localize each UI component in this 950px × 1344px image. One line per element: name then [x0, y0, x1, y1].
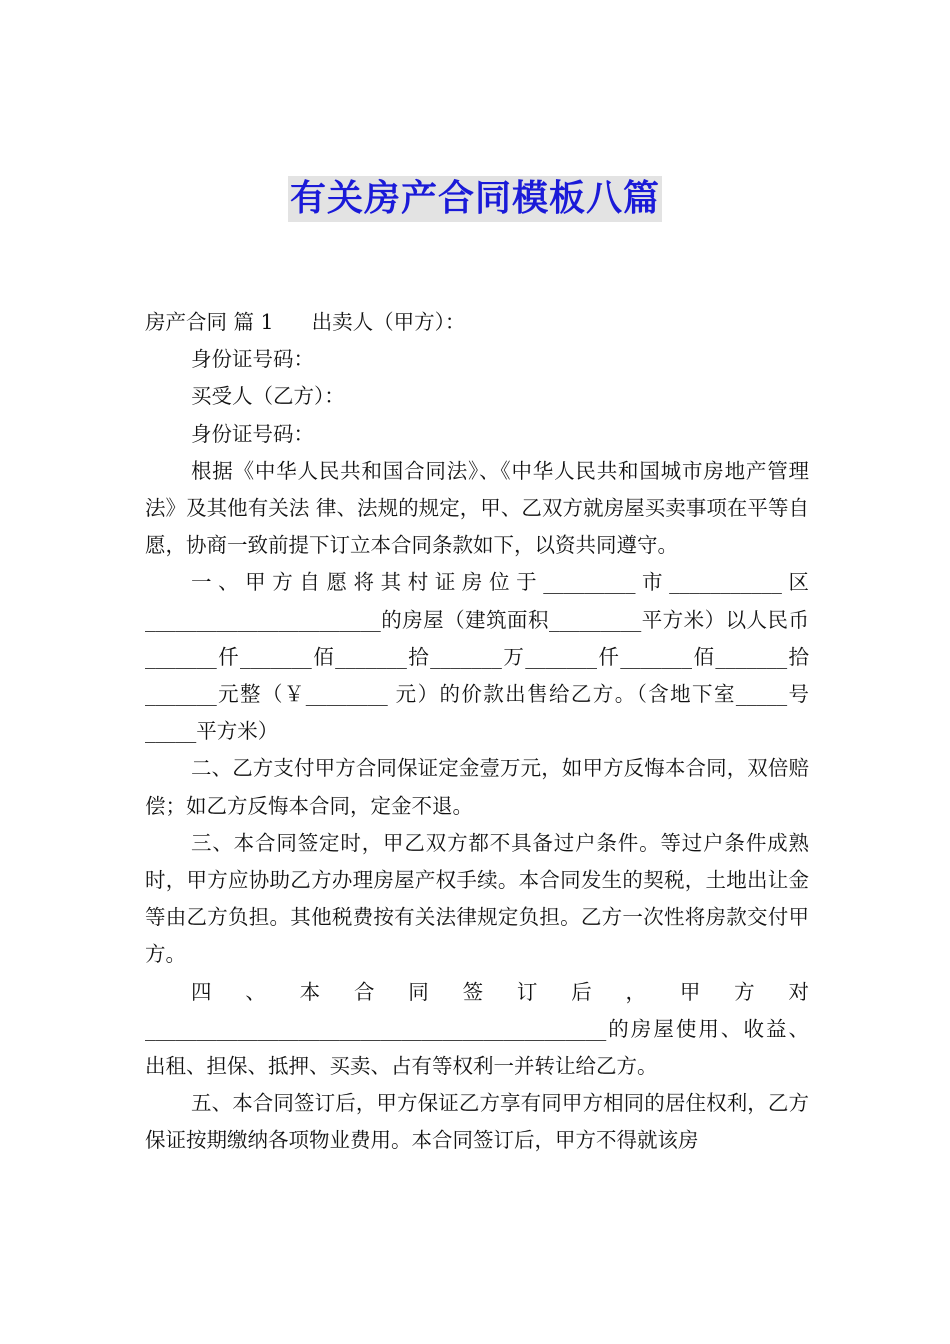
clause-2: 二、乙方支付甲方合同保证定金壹万元，如甲方反悔本合同，双倍赔偿；如乙方反悔本合同，定金不退。	[145, 756, 809, 818]
contract-number: 房产合同 篇 1	[145, 310, 274, 334]
clause-5: 五、本合同签订后，甲方保证乙方享有同甲方相同的居住权利，乙方保证按期缴纳各项物业费用。本合同签订后，甲方不得就该房	[145, 1091, 809, 1153]
contract-heading-line	[145, 304, 809, 341]
clause-3: 三、本合同签定时，甲乙双方都不具备过户条件。等过户条件成熟时，甲方应协助乙方办理房屋产权手续。本合同发生的契税，土地出让金等由乙方负担。其他税费按有关法律规定负担。乙方一次性将房款交付甲方。	[145, 830, 809, 967]
clause-1: 一、甲方自愿将其村证房位于_________市___________区_______________________的房屋（建筑面积_________平方米）以人民币_______仟_______佰_______拾_______万_______仟_______佰_______拾_______元整（￥________ 元）的价款出售给乙方。（含地下室_____号_____平方米）	[145, 570, 809, 744]
document-body	[145, 304, 809, 1160]
buyer-id-line: 身份证号码：	[191, 421, 314, 446]
clause-4: 四、本合同签订后，甲方对_____________________________________________的房屋使用、收益、出租、担保、抵押、买卖、占有等权利一并转让给乙方。	[145, 979, 809, 1079]
title-block	[0, 176, 950, 222]
document-title: 有关房产合同模板八篇	[288, 176, 662, 222]
preamble-paragraph: 根据《中华人民共和国合同法》、《中华人民共和国城市房地产管理法》及其他有关法 律、法规的规定，甲、乙双方就房屋买卖事项在平等自愿，协商一致前提下订立本合同条款如下，以资共同遵守。	[145, 458, 809, 558]
seller-label: 出卖人（甲方）：	[311, 310, 466, 334]
buyer-line: 买受人（乙方）：	[191, 384, 345, 409]
seller-id-line: 身份证号码：	[191, 347, 314, 372]
